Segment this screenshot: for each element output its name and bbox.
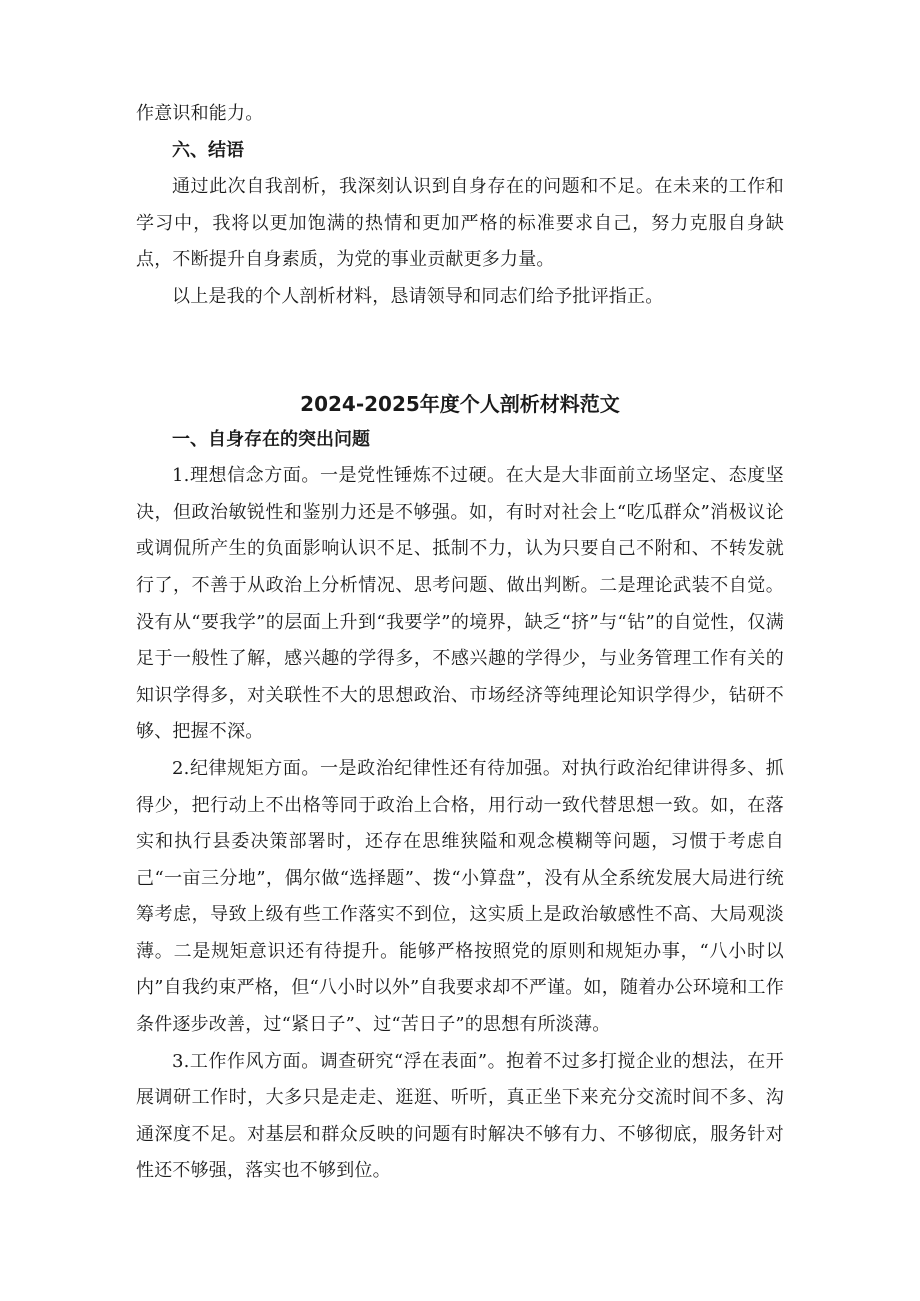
document-page <box>136 96 784 1190</box>
document-title: 2024-2025年度个人剖析材料范文 <box>300 391 620 416</box>
conclusion-heading: 六、结语 <box>172 139 244 161</box>
previous-section-tail: 作意识和能力。 <box>136 103 264 124</box>
paragraph-work-style: 3.工作作风方面。调查研究“浮在表面”。抱着不过多打搅企业的想法，在开展调研工作时，大多只是走走、逛逛、听听，真正坐下来充分交流时间不多、沟通深度不足。对基层和群众反映的问题有时解决不够有力、不够彻底，服务针对性还不够强，落实也不够到位。 <box>136 1050 784 1182</box>
section-gap <box>136 316 784 386</box>
paragraph-ideals-beliefs: 1.理想信念方面。一是党性锤炼不过硬。在大是大非面前立场坚定、态度坚决，但政治敏锐性和鉴别力还是不够强。如，有时对社会上“吃瓜群众”消极议论或调侃所产生的负面影响认识不足、抵制不力，认为只要自己不附和、不转发就行了，不善于从政治上分析情况、思考问题、做出判断。二是理论武装不自觉。没有从“要我学”的层面上升到“我要学”的境界，缺乏“挤”与“钻”的自觉性，仅满足于一般性了解，感兴趣的学得多，不感兴趣的学得少，与业务管理工作有关的知识学得多，对关联性不大的思想政治、市场经济等纯理论知识学得少，钻研不够、把握不深。 <box>136 465 784 743</box>
section-heading-problems: 一、自身存在的突出问题 <box>172 428 370 450</box>
closing-paragraph: 以上是我的个人剖析材料，恳请领导和同志们给予批评指正。 <box>172 285 664 307</box>
paragraph-discipline-rules: 2.纪律规矩方面。一是政治纪律性还有待加强。对执行政治纪律讲得多、抓得少，把行动上不出格等同于政治上合格，用行动一致代替思想一致。如，在落实和执行县委决策部署时，还存在思维狭隘和观念模糊等问题，习惯于考虑自己“一亩三分地”，偶尔做“选择题”、拨“小算盘”，没有从全系统发展大局进行统筹考虑，导致上级有些工作落实不到位，这实质上是政治敏感性不高、大局观淡薄。二是规矩意识还有待提升。能够严格按照党的原则和规矩办事，“八小时以内”自我约束严格，但“八小时以外”自我要求却不严谨。如，随着办公环境和工作条件逐步改善，过“紧日子”、过“苦日子”的思想有所淡薄。 <box>136 757 784 1036</box>
conclusion-paragraph: 通过此次自我剖析，我深刻认识到自身存在的问题和不足。在未来的工作和学习中，我将以更加饱满的热情和更加严格的标准要求自己，努力克服自身缺点，不断提升自身素质，为党的事业贡献更多力量。 <box>136 176 784 271</box>
